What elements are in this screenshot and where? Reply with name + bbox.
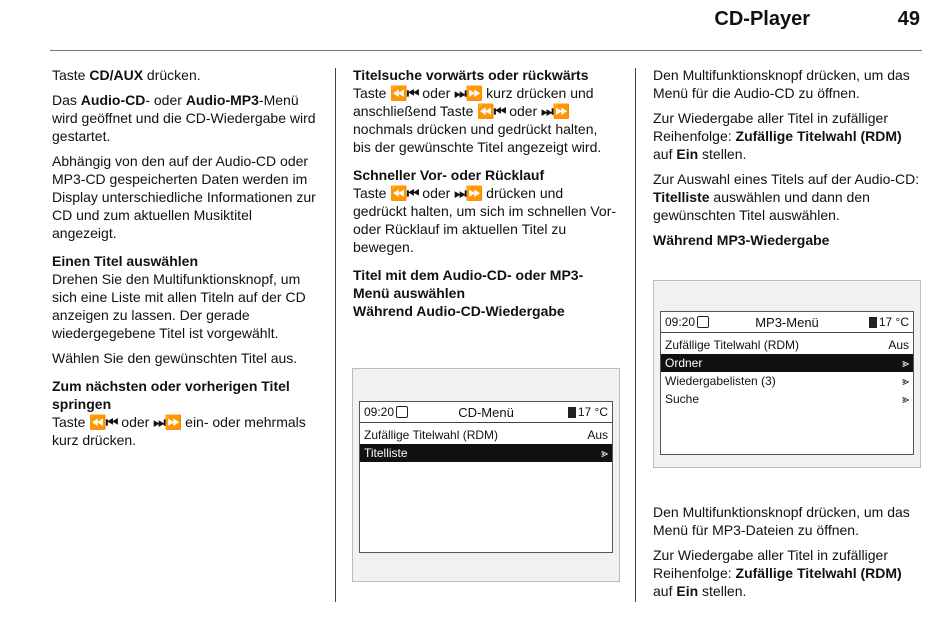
thermometer-icon [568, 407, 576, 418]
display [359, 401, 613, 553]
paragraph: Taste ⏪⏮ oder ⏭⏩ kurz drücken und anschließend Taste ⏪⏮ oder ⏭⏩ nochmals drücken und gedrückt halten, bis der gewünschte Titel angezeigt wird. [353, 85, 602, 155]
menu-item-ordner[interactable]: Ordner ⪢ [661, 354, 913, 372]
paragraph: Taste ⏪⏮ oder ⏭⏩ ein- oder mehrmals kurz drücken. [52, 414, 306, 448]
menu-item-suche[interactable]: Suche ⪢ [665, 392, 909, 406]
paragraph: Zur Wiedergabe aller Titel in zufälliger Reihenfolge: Zufällige Titelwahl (RDM) auf Ein stellen. [653, 110, 902, 162]
temperature-display: 17 °C [568, 405, 608, 419]
next-track-icon: ⏭⏩ [454, 85, 483, 101]
display-status-bar [360, 402, 612, 423]
header-rule [50, 50, 922, 51]
next-track-icon: ⏭⏩ [454, 185, 483, 201]
paragraph: Taste ⏪⏮ oder ⏭⏩ drücken und gedrückt halten, um sich im schnellen Vor- oder Rücklauf im aktuellen Titel zu bewegen. [353, 185, 617, 255]
menu-item-titelliste[interactable]: Titelliste ⪢ [360, 444, 612, 462]
menu-item-wiedergabelisten[interactable]: Wiedergabelisten (3) ⪢ [665, 374, 909, 388]
chevron-right-icon: ⪢ [902, 392, 909, 406]
menu-item-random[interactable]: Zufällige Titelwahl (RDM) Aus [364, 428, 608, 442]
chevron-right-icon: ⪢ [902, 356, 909, 370]
page-number: 49 [897, 8, 920, 30]
paragraph: Das Audio-CD- oder Audio-MP3-Menü wird geöffnet und die CD-Wiedergabe wird gestartet. [52, 92, 316, 144]
mp3-menu-screenshot [653, 280, 921, 468]
section-heading: Zum nächsten oder vorherigen Titel springen [52, 378, 290, 412]
paragraph: Zur Wiedergabe aller Titel in zufälliger Reihenfolge: Zufällige Titelwahl (RDM) auf Ein stellen. [653, 547, 902, 599]
paragraph: Den Multifunktionsknopf drücken, um das Menü für MP3-Dateien zu öffnen. [653, 504, 910, 538]
section-subheading: Während Audio-CD-Wiedergabe [353, 303, 565, 319]
paragraph: Taste CD/AUX drücken. [52, 67, 201, 83]
section-heading: Einen Titel auswählen [52, 253, 199, 269]
paragraph: Drehen Sie den Multifunktionsknopf, um sich eine Liste mit allen Titeln auf der CD anzeigen zu lassen. Der gerade wiedergegebene Titel ist vorgewählt. [52, 271, 306, 341]
section-heading: Titel mit dem Audio-CD- oder MP3-Menü auswählen [353, 267, 584, 301]
chevron-right-icon: ⪢ [601, 446, 608, 460]
clock-display: 09:20 [665, 315, 709, 329]
menu-title: MP3-Menü [755, 315, 819, 330]
prev-track-icon: ⏪⏮ [477, 103, 506, 119]
cd-menu-screenshot [352, 368, 620, 582]
clock-display: 09:20 [364, 405, 408, 419]
page-title: CD-Player [714, 8, 810, 30]
column-2 [353, 66, 619, 320]
next-track-icon: ⏭⏩ [153, 414, 182, 430]
column-3-lower [653, 503, 921, 607]
paragraph: Abhängig von den auf der Audio-CD oder MP3-CD gespeicherten Daten werden im Display unterschiedliche Informationen zur CD und zum aktuellen Musiktitel angezeigt. [52, 153, 316, 241]
menu-title: CD-Menü [458, 405, 514, 420]
column-1 [52, 66, 318, 456]
column-divider-2 [635, 68, 636, 602]
column-3 [653, 66, 921, 249]
column-divider-1 [335, 68, 336, 602]
paragraph: Wählen Sie den gewünschten Titel aus. [52, 350, 298, 366]
menu-item-random[interactable]: Zufällige Titelwahl (RDM) Aus [665, 338, 909, 352]
next-track-icon: ⏭⏩ [541, 103, 570, 119]
prev-track-icon: ⏪⏮ [89, 414, 118, 430]
paragraph: Zur Auswahl eines Titels auf der Audio-CD: Titelliste auswählen und dann den gewünschten Titel auswählen. [653, 171, 920, 223]
display [660, 311, 914, 455]
section-heading: Titelsuche vorwärts oder rückwärts [353, 67, 589, 83]
prev-track-icon: ⏪⏮ [390, 185, 419, 201]
temperature-display: 17 °C [869, 315, 909, 329]
thermometer-icon [869, 317, 877, 328]
prev-track-icon: ⏪⏮ [390, 85, 419, 101]
paragraph: Den Multifunktionsknopf drücken, um das Menü für die Audio-CD zu öffnen. [653, 67, 910, 101]
display-status-bar [661, 312, 913, 333]
chevron-right-icon: ⪢ [902, 374, 909, 388]
section-heading: Schneller Vor- oder Rücklauf [353, 167, 545, 183]
section-heading: Während MP3-Wiedergabe [653, 232, 830, 248]
